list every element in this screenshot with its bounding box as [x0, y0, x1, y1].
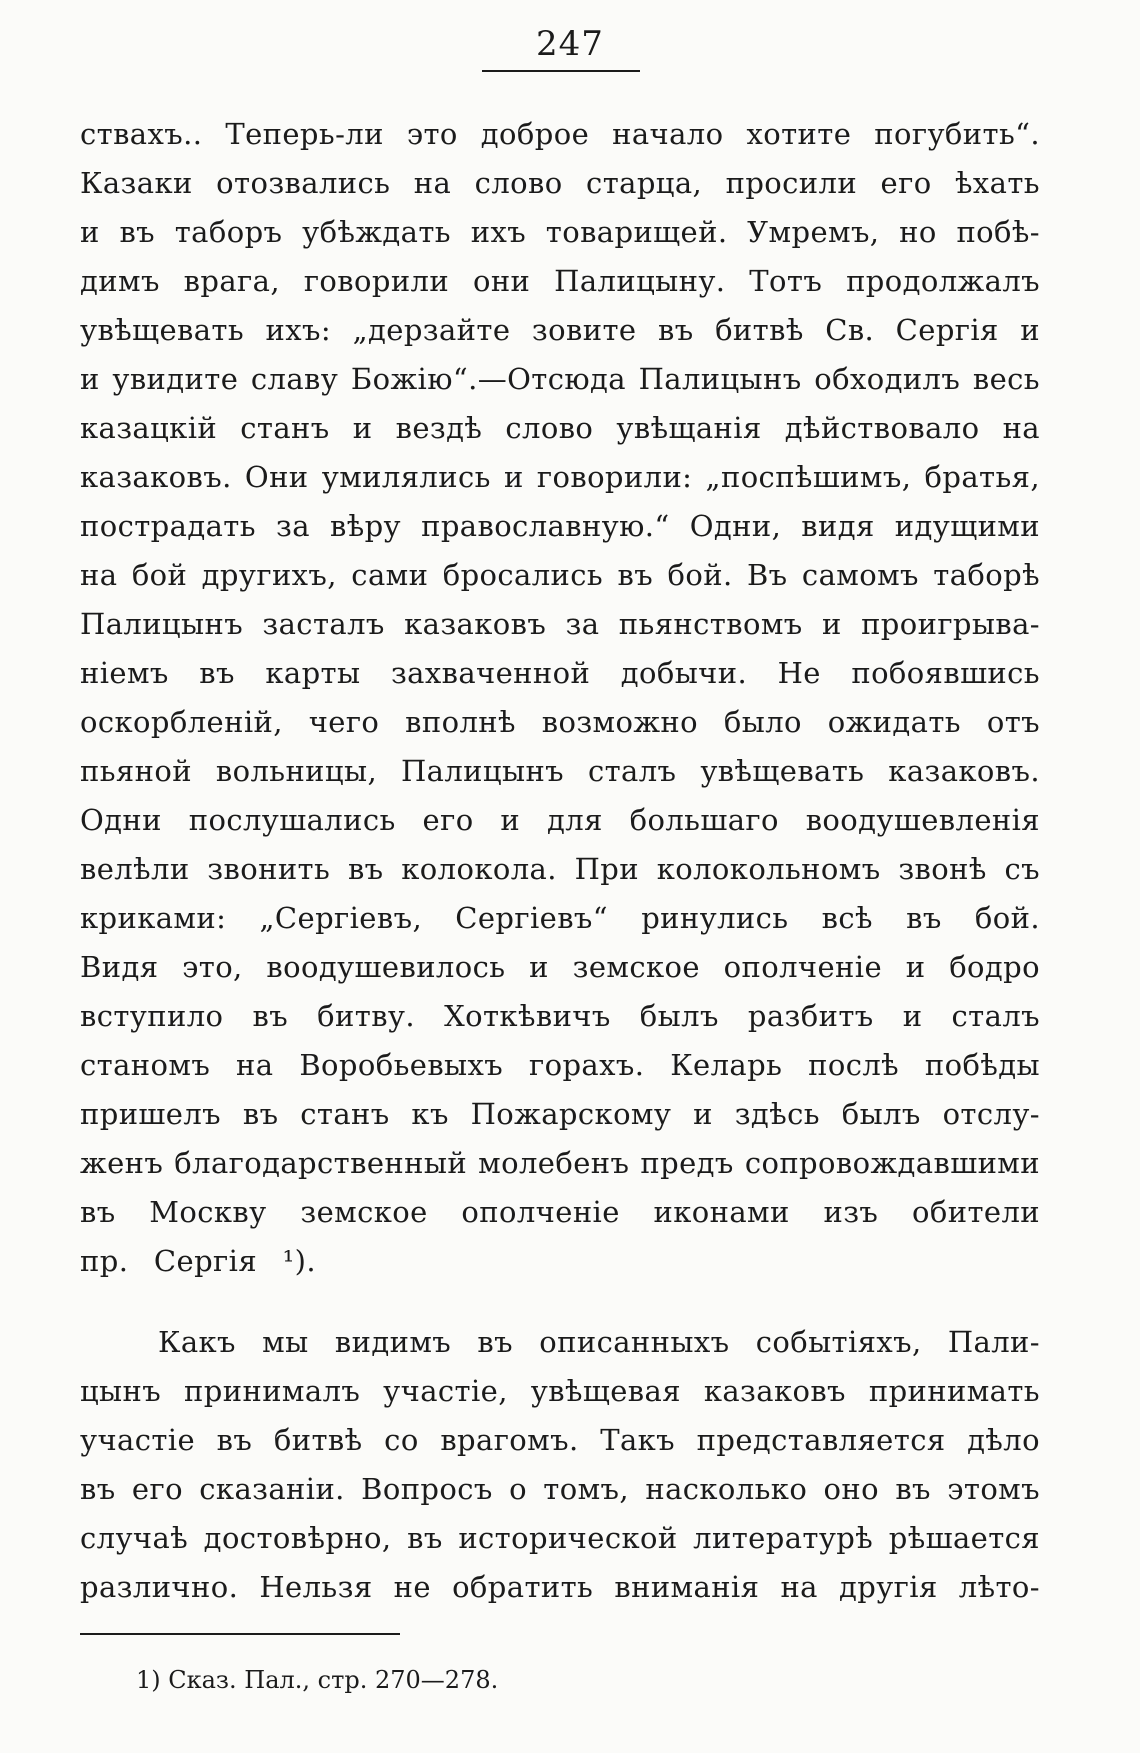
text-line: увѣщевать ихъ: „дерзайте зовите въ битвѣ Св. Сергія и [80, 313, 1040, 347]
text-line: и въ таборъ убѣждать ихъ товарищей. Умремъ, но побѣ- [80, 215, 1040, 249]
text-line: женъ благодарственный молебенъ предъ сопровождавшими [80, 1146, 1040, 1180]
text-line: въ его сказаніи. Вопросъ о томъ, насколько оно въ этомъ [80, 1472, 1040, 1506]
text-line: на бой другихъ, сами бросались въ бой. Въ самомъ таборѣ [80, 558, 1040, 592]
paragraph-2 [80, 1318, 1040, 1612]
text-line: въ Москву земское ополченіе иконами изъ обители [80, 1195, 1040, 1229]
text-line: вступило въ битву. Хоткѣвичъ былъ разбитъ и сталъ [80, 999, 1040, 1033]
text-line: оскорбленій, чего вполнѣ возможно было ожидать отъ [80, 705, 1040, 739]
text-line: участіе въ битвѣ со врагомъ. Такъ представляется дѣло [80, 1423, 1040, 1457]
text-line: казацкій станъ и вездѣ слово увѣщанія дѣйствовало на [80, 411, 1040, 445]
text-line: пришелъ въ станъ къ Пожарскому и здѣсь былъ отслу- [80, 1097, 1040, 1131]
text-line: криками: „Сергіевъ, Сергіевъ“ ринулись всѣ въ бой. [80, 901, 1040, 935]
text-line: цынъ принималъ участіе, увѣщевая казаковъ принимать [80, 1374, 1040, 1408]
footnote: 1) Сказ. Пал., стр. 270—278. [136, 1666, 499, 1694]
text-line: Одни послушались его и для большаго воодушевленія [80, 803, 1040, 837]
paragraph-spacer [80, 1286, 1040, 1318]
text-line: пьяной вольницы, Палицынъ сталъ увѣщевать казаковъ. [80, 754, 1040, 788]
paragraph-1 [80, 110, 1040, 1286]
text-line: Палицынъ засталъ казаковъ за пьянствомъ и проигрыва- [80, 607, 1040, 641]
text-line: казаковъ. Они умилялись и говорили: „поспѣшимъ, братья, [80, 460, 1040, 494]
text-line: ствахъ.. Теперь-ли это доброе начало хотите погубить“. [80, 117, 1040, 151]
text-line: пострадать за вѣру православную.“ Одни, видя идущими [80, 509, 1040, 543]
text-line: и увидите славу Божію“.—Отсюда Палицынъ обходилъ весь [80, 362, 1040, 396]
body-text [80, 110, 1040, 1612]
text-line: Казаки отозвались на слово старца, просили его ѣхать [80, 166, 1040, 200]
text-line: различно. Нельзя не обратить вниманія на другія лѣто- [80, 1570, 1040, 1604]
footnote-divider [80, 1633, 400, 1635]
text-line: велѣли звонить въ колокола. При колокольномъ звонѣ съ [80, 852, 1040, 886]
page-number: 247 [536, 24, 604, 64]
page-number-underline [482, 70, 640, 72]
text-line: Видя это, воодушевилось и земское ополченіе и бодро [80, 950, 1040, 984]
text-line: Какъ мы видимъ въ описанныхъ событіяхъ, Пали- [158, 1325, 1040, 1359]
text-line: станомъ на Воробьевыхъ горахъ. Келарь послѣ побѣды [80, 1048, 1040, 1082]
text-line: случаѣ достовѣрно, въ исторической литературѣ рѣшается [80, 1521, 1040, 1555]
text-line: пр. Сергія ¹). [80, 1244, 316, 1278]
text-line: димъ врага, говорили они Палицыну. Тотъ продолжалъ [80, 264, 1040, 298]
text-line: ніемъ въ карты захваченной добычи. Не побоявшись [80, 656, 1040, 690]
